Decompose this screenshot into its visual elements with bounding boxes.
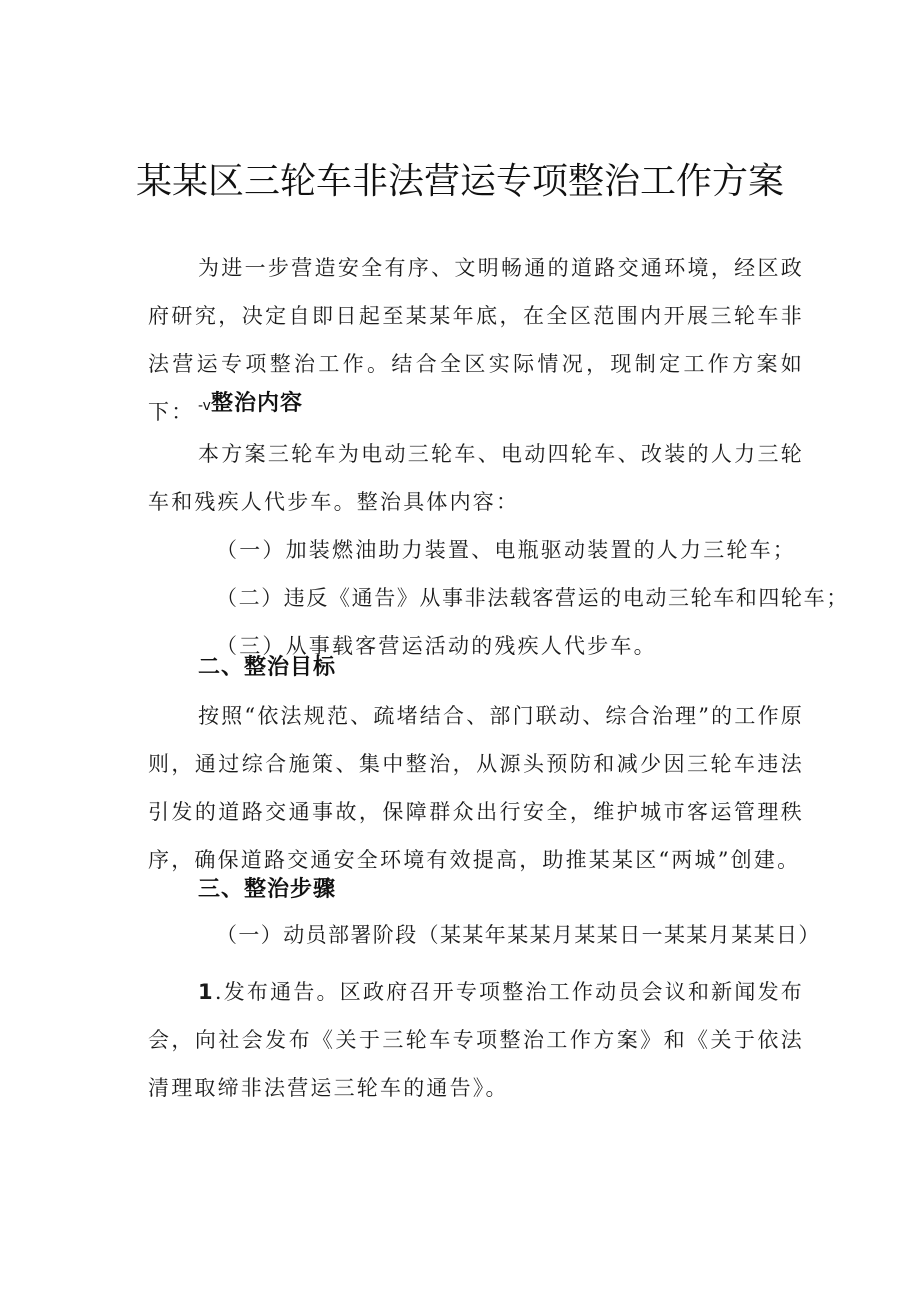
intro-paragraph: 为进一步营造安全有序、文明畅通的道路交通环境，经区政府研究，决定自即日起至某某年底，在全区范围内开展三轮车非法营运专项整治工作。结合全区实际情况，现制定工作方案如下： [148, 256, 804, 424]
section-3-heading: 三、整治步骤 [198, 877, 337, 902]
section-3-stage: （一）动员部署阶段（某某年某某月某某日一某某月某某日） [216, 923, 821, 947]
section-3 [148, 866, 821, 1112]
section-1-heading [148, 380, 804, 430]
section-1-heading-text: 整治内容 [210, 391, 303, 416]
section-1 [148, 380, 849, 670]
section-1-item-1: （一）加装燃油助力装置、电瓶驱动装置的人力三轮车； [216, 538, 796, 562]
document-title: 某某区三轮车非法营运专项整治工作方案 [135, 161, 784, 202]
step-number: 1 [198, 980, 215, 1004]
section-2-heading: 二、整治目标 [198, 655, 337, 680]
section-1-paragraph: 本方案三轮车为电动三轮车、电动四轮车、改装的人力三轮车和残疾人代步车。整治具体内容： [148, 442, 804, 514]
section-1-item-3: （三）从事载客营运活动的残疾人代步车。 [216, 634, 657, 658]
section-2 [148, 644, 804, 884]
section-2-paragraph: 按照“依法规范、疏堵结合、部门联动、综合治理”的工作原则，通过综合施策、集中整治，从源头预防和减少因三轮车违法引发的道路交通事故，保障群众出行安全，维护城市客运管理秩序，确保道路交通安全环境有效提高，助推某某区“两城”创建。 [148, 704, 804, 872]
section-3-step-1 [148, 968, 804, 1112]
step-text: .发布通告。区政府召开专项整治工作动员会议和新闻发布会，向社会发布《关于三轮车专项整治工作方案》和《关于依法清理取缔非法营运三轮车的通告》。 [148, 980, 804, 1100]
section-1-item-2: （二）违反《通告》从事非法载客营运的电动三轮车和四轮车； [216, 586, 849, 610]
section-1-prefix: -v [198, 398, 211, 414]
